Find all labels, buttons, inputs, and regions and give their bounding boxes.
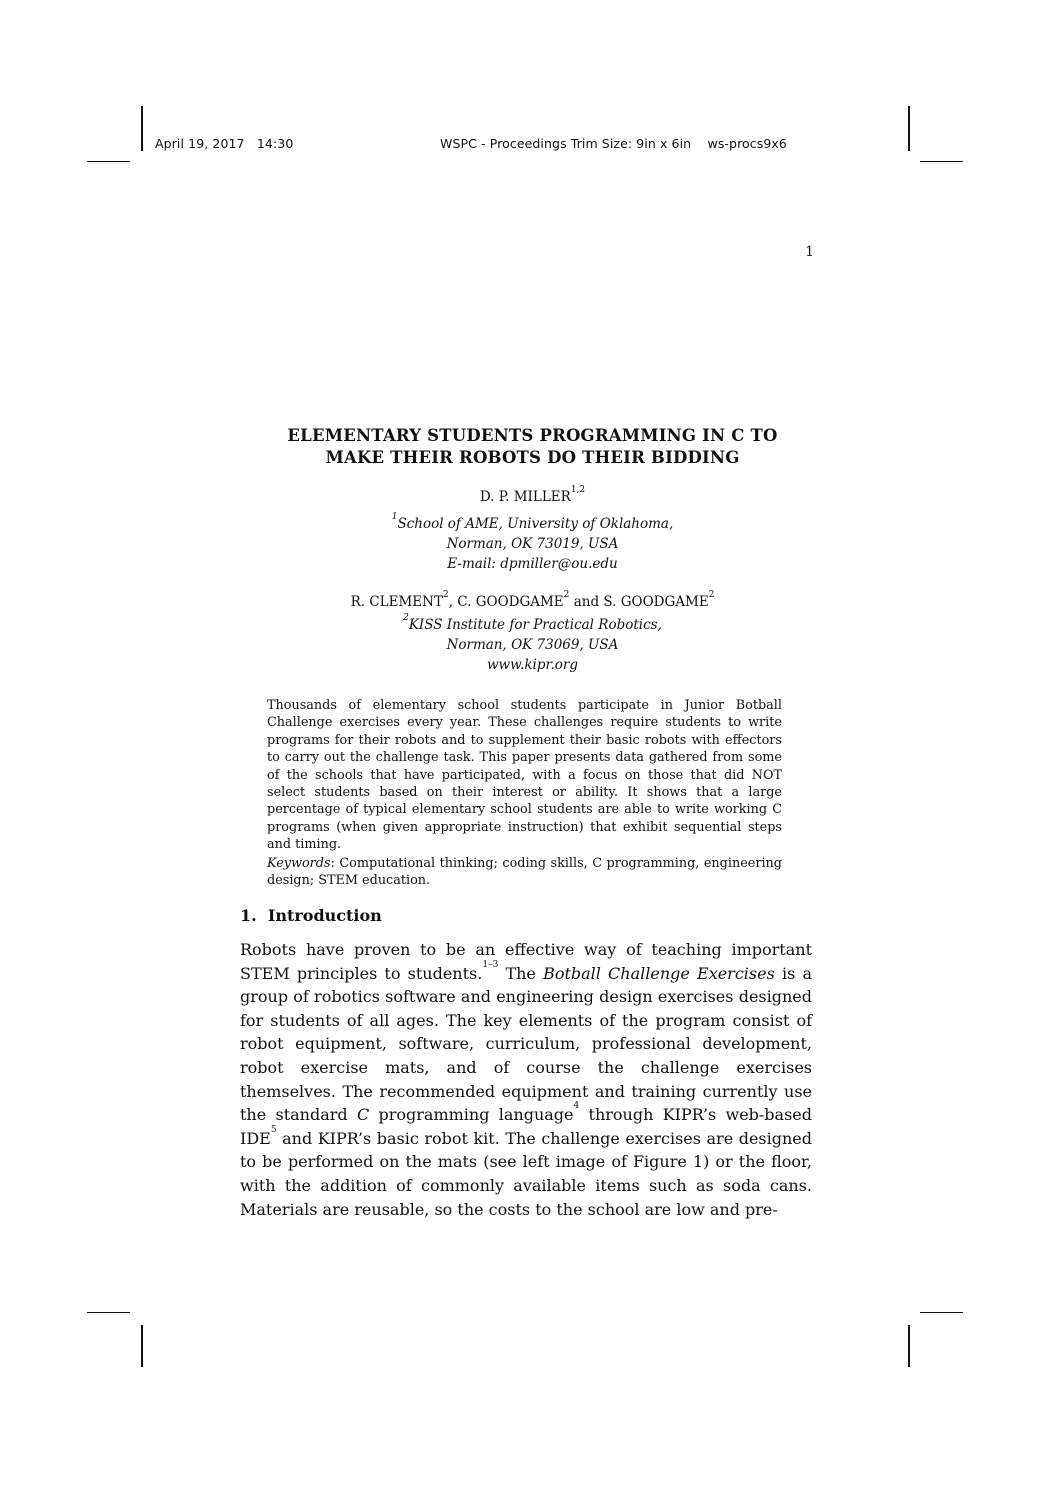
affiliation-block-2 (200, 615, 865, 675)
abstract (267, 697, 782, 854)
title-line-2: MAKE THEIR ROBOTS DO THEIR BIDDING (325, 448, 740, 467)
crop-mark-bottom-right-vertical (908, 1325, 910, 1367)
crop-mark-bottom-left-horizontal (87, 1312, 130, 1313)
author-block-1 (200, 487, 865, 507)
author-superscript: 2 (708, 590, 715, 600)
text-run: and KIPR’s basic robot kit. The challenge exercises are designed to be performed on the mats (see left image of Figure 1) or the floor, with the addition of commonly available items such as soda cans. Materials are reusable, so the costs to the school are low and pre- (240, 1128, 812, 1219)
author-superscript: 2 (563, 590, 570, 600)
text-run: Robots have proven to be an effective way of teaching important STEM principles to students. (240, 940, 812, 983)
running-header-publisher (440, 136, 787, 151)
text-run: programming language (369, 1105, 574, 1125)
section-number: 1. (240, 906, 257, 925)
crop-mark-top-left-horizontal (87, 161, 130, 162)
section-heading (240, 906, 382, 925)
page-number: 1 (805, 244, 814, 260)
section-title: Introduction (267, 906, 382, 925)
affiliation-line: Norman, OK 73019, USA (446, 536, 619, 552)
author-name: D. P. MILLER (479, 489, 571, 505)
header-style: ws-procs9x6 (707, 136, 787, 151)
affiliation-line: Norman, OK 73069, USA (446, 637, 619, 653)
header-date: April 19, 2017 (155, 136, 245, 151)
author-name: C. GOODGAME (457, 594, 564, 610)
author-separator: and (569, 594, 604, 610)
affiliation-email: E-mail: dpmiller@ou.edu (447, 556, 618, 572)
author-superscript: 2 (442, 590, 449, 600)
affiliation-website: www.kipr.org (487, 657, 578, 673)
author-superscript: 1,2 (570, 485, 586, 495)
text-run: is a group of robotics software and engineering design exercises designed for students of all ages. The key elements of the program consist of robot equipment, software, curriculum, professional development, robot exercise mats, and of course the challenge exercises themselves. The recommended equipment and training currently use the standard (240, 963, 812, 1125)
affiliation-line: KISS Institute for Practical Robotics, (408, 617, 662, 633)
running-header-date (155, 136, 293, 151)
keywords-label: Keywords (267, 856, 331, 871)
crop-mark-top-left-vertical (141, 106, 143, 151)
citation: 4 (573, 1101, 580, 1112)
affiliation-line: School of AME, University of Oklahoma, (397, 516, 674, 532)
keywords (267, 855, 782, 890)
header-time: 14:30 (256, 136, 294, 151)
author-name: R. CLEMENT (350, 594, 443, 610)
crop-mark-top-right-horizontal (920, 161, 963, 162)
title-line-1: ELEMENTARY STUDENTS PROGRAMMING IN C TO (287, 426, 778, 445)
header-publisher: WSPC - Proceedings Trim Size: 9in x 6in (440, 136, 692, 151)
affiliation-superscript: 1 (391, 512, 398, 522)
program-name: Botball Challenge Exercises (543, 963, 775, 983)
text-run: The (498, 963, 544, 983)
keywords-text: : Computational thinking; coding skills, C programming, engineering design; STEM education. (267, 856, 782, 889)
author-separator: , (448, 594, 458, 610)
introduction-paragraph (240, 938, 812, 1221)
citation: 1–3 (482, 959, 499, 970)
affiliation-superscript: 2 (403, 613, 409, 623)
author-name: S. GOODGAME (603, 594, 709, 610)
introduction-body (240, 938, 812, 1221)
paper-title (200, 425, 865, 469)
text-run: through KIPR’s web-based IDE (240, 1105, 813, 1148)
abstract-text: Thousands of elementary school students participate in Junior Botball Challenge exercises every year. These challenges require students to write programs for their robots and to supplement their basic robots with effectors to carry out the challenge task. This paper presents data gathered from some of the schools that have participated, with a focus on those that did NOT select students based on their interest or ability. It shows that a large percentage of typical elementary school students are able to write working C programs (when given appropriate instruction) that exhibit sequential steps and timing. (267, 698, 782, 853)
crop-mark-top-right-vertical (908, 106, 910, 151)
affiliation-block-1 (200, 514, 865, 574)
crop-mark-bottom-left-vertical (141, 1325, 143, 1367)
crop-mark-bottom-right-horizontal (920, 1312, 963, 1313)
language-name: C (356, 1105, 370, 1125)
citation: 5 (270, 1124, 277, 1135)
author-block-2 (200, 592, 865, 612)
